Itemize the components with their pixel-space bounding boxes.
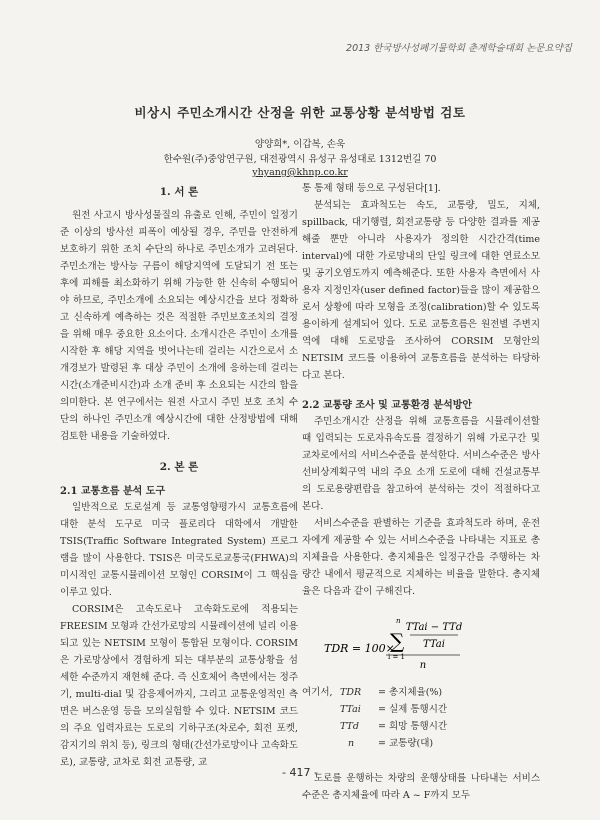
- def-symbol: TTai: [340, 704, 361, 715]
- closing-paragraph: 도로를 운행하는 차량의 운행상태를 나타내는 서비스수준은 총지체율에 따라 A ~ F까지 모두: [302, 773, 540, 801]
- right-paragraph-effects: 분석되는 효과척도는 속도, 교통량, 밀도, 지체, spillback, 대기행렬, 회전교통량 등 다양한 결과를 제공해줄 뿐만 아니라 사용자가 정의한 시간간격(time interval)에 대한 가로망내의 단일 링크에 대한 연료소모 및 공기오염도까지 예측해준다. 또한 사용자 측면에서 사용자 지정인자(user defined factor)들을 많이 제공함으로서 상황에 따라 모형을 조정(calibration)할 수 있도록 용이하게 설계되어 있다. 도로 교통흐름은 원전별 주변지역에 대해 도로망을 조사하여 CORSIM 모형안의 NETSIM 코드를 이용하여 교통흐름을 분석하는 타당하다고 본다.: [302, 200, 540, 381]
- right-column: [302, 180, 540, 804]
- def-description: = 총지체율(%): [378, 687, 443, 698]
- page-number: - 417 -: [282, 766, 318, 779]
- formula-inner-denominator: TTai: [423, 639, 445, 650]
- sum-upper-limit: n: [396, 617, 401, 625]
- where-label: 여기서,: [302, 687, 333, 698]
- tdr-formula: [302, 610, 540, 682]
- paper-authors: 양양희*, 이갑복, 손욱: [254, 139, 346, 150]
- intro-heading: 1. 서 론: [159, 186, 199, 198]
- def-description: = 교통량(대): [378, 738, 434, 749]
- def-description: = 실제 통행시간: [378, 704, 448, 715]
- section-2-2-paragraph-2: 서비스수준을 판별하는 기준을 효과척도라 하며, 운전자에게 제공할 수 있는 서비스수준을 나타내는 지표로 총지체율을 사용한다. 총지체율은 일정구간을 주행하는 차량간 내에서 평균적으로 지체하는 비율을 말한다. 총지체율은 다음과 같이 구해진다.: [302, 518, 540, 597]
- formula-lhs: TDR = 100×: [324, 642, 395, 655]
- section-2-2-heading: 2.2 교통량 조사 및 교통환경 분석방안: [302, 400, 473, 411]
- sum-lower-limit: i = 1: [388, 653, 406, 661]
- section-2-1-paragraph-2: CORSIM은 고속도로나 고속화도로에 적용되는 FREESIM 모형과 간선가로망의 시뮬레이션에 널리 이용되고 있는 NETSIM 모형이 통합된 모형이다. CORSIM은 가로망상에서 경험하게 되는 대부분의 교통상황을 섬세한 수준까지 재현해 준다. 즉 신호체어 측면에서는 정주기, multi-dial 및 감응제어까지, 그리고 교통운영적인 측면은 버스운영 등을 모의실험할 수 있다. NETSIM 코드의 주요 입력자료는 도로의 기하구조(차로수, 회전 포켓, 감지기의 위치 등), 링크의 형태(간선가로망이나 고속화도로), 교통량, 교차로 회전 교통량, 교: [60, 604, 298, 768]
- def-symbol: TDR: [340, 687, 362, 698]
- variable-definitions: [302, 684, 540, 752]
- right-continuation-text: 통 통제 형태 등으로 구성된다[1].: [302, 183, 441, 194]
- section-2-2-paragraph-1: 주민소개시간 산정을 위해 교통흐름을 시뮬레이션할 때 입력되는 도로자유속도를 결정하기 위해 가로구간 및 교차로에서의 서비스수준을 분석한다. 서비스수준은 방사선비상계획구역 내의 주요 소개 도로에 대해 건설교통부의 도로용량편람을 참고하여 분석하는 것이 적절하다고 본다.: [302, 416, 540, 512]
- section-2-1-heading: 2.1 교통흐름 분석 도구: [60, 486, 166, 497]
- formula-inner-numerator: TTai − TTd: [405, 622, 463, 633]
- running-header: 2013 한국방사성폐기물학회 춘계학술대회 논문요약집: [346, 43, 572, 54]
- def-description: = 희망 통행시간: [378, 721, 448, 732]
- section-2-1-paragraph-1: 일반적으로 도로설계 등 교통영향평가시 교통흐름에 대한 분석 도구로 미국 플로리다 대학에서 개발한 TSIS(Traffic Software Integrated System) 프로그램을 많이 사용한다. TSIS은 미국도로교통국(FHWA)의 미시적인 교통시뮬레이션 모형인 CORSIM이 그 핵심을 이루고 있다.: [60, 502, 298, 598]
- intro-paragraph: 원전 사고시 방사성물질의 유출로 인해, 주민이 일정기준 이상의 방사선 피폭이 예상될 경우, 주민을 안전하게 보호하기 위한 조치 수단의 하나로 주민소개가 고려된다. 주민소개는 방사능 구름이 해당지역에 도달되기 전 또는 후에 피해를 최소화하기 위해 가능한 한 신속히 수행되어야 하므로, 주민소개에 소요되는 예상시간을 보다 정확하고 신속하게 예측하는 것은 적절한 주민보호조치의 결정을 위해 매우 중요한 요소이다. 소개시간은 주민이 소개를 시작한 후 해당 지역을 벗어나는데 걸리는 시간으로서 소개경보가 발령된 후 대상 주민이 소개에 응하는데 걸리는 시간(소개준비시간)과 소개 준비 후 소요되는 시간의 합을 의미한다. 본 연구에서는 원전 사고시 주민 보호 조치 수단의 하나인 주민소개 예상시간에 대한 산정방법에 대해 검토한 내용을 기술하였다.: [60, 210, 298, 442]
- sum-symbol: ∑: [390, 629, 405, 653]
- def-symbol: n: [348, 738, 355, 749]
- left-column: [60, 180, 298, 771]
- body-heading: 2. 본 론: [159, 461, 199, 473]
- def-symbol: TTd: [340, 721, 359, 732]
- paper-title: 비상시 주민소개시간 산정을 위한 교통상황 분석방법 검토: [134, 105, 466, 120]
- author-email-link[interactable]: yhyang@khnp.co.kr: [252, 167, 348, 178]
- paper-affiliation: 한수원(주)중앙연구원, 대전광역시 유성구 유성대로 1312번길 70: [163, 154, 437, 165]
- formula-outer-denominator: n: [419, 660, 427, 671]
